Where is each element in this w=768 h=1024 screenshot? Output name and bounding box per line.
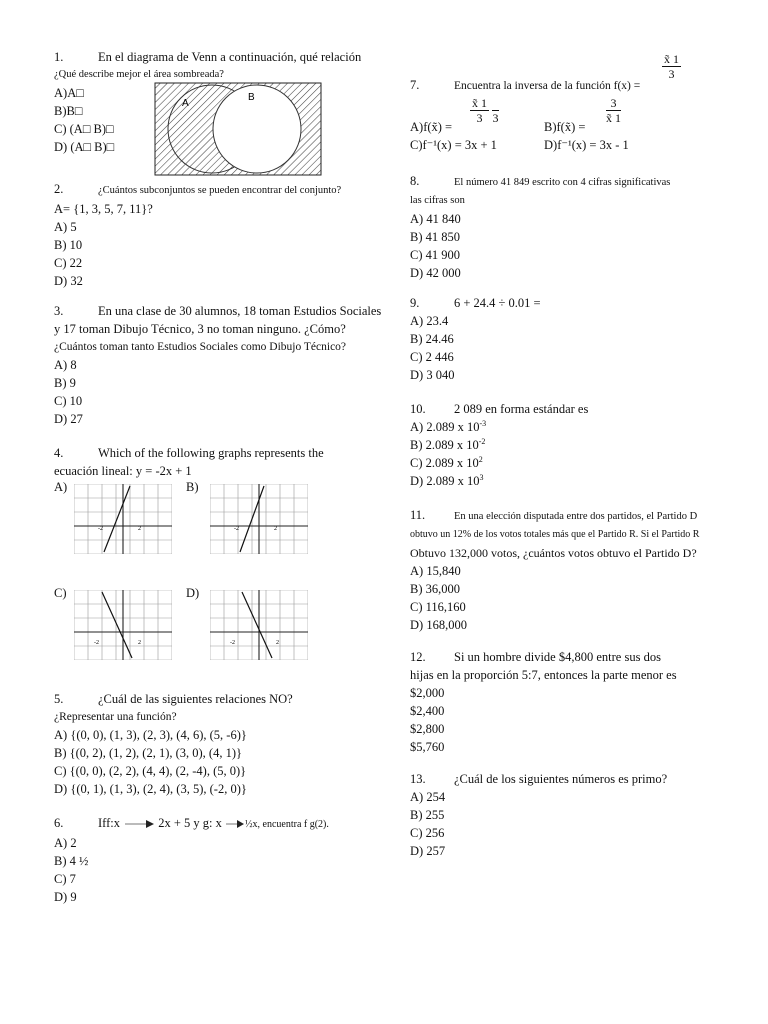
question-text: ¿Cuántos subconjuntos se pueden encontrar del conjunto? bbox=[98, 185, 342, 196]
question-number: 8. bbox=[410, 174, 420, 188]
option-c: C) 2 446 bbox=[410, 350, 454, 364]
question-number: 7. bbox=[410, 78, 420, 92]
question-1 bbox=[54, 48, 384, 156]
option-c: C) 10 bbox=[54, 394, 83, 408]
question-text: Si un hombre divide $4,800 entre sus dos bbox=[454, 650, 661, 664]
option-d: D) 32 bbox=[54, 274, 83, 288]
option-c: C) 7 bbox=[54, 872, 76, 886]
option-text: C) 2.089 x 10 bbox=[410, 456, 479, 470]
option-d: D) 27 bbox=[54, 412, 83, 426]
option-d: D) 168,000 bbox=[410, 618, 467, 632]
graph-label-d: D) bbox=[186, 586, 200, 600]
graph-line bbox=[102, 592, 132, 658]
question-text: 2 089 en forma estándar es bbox=[454, 402, 589, 416]
option-b-fraction bbox=[606, 96, 621, 125]
question-5 bbox=[54, 690, 384, 798]
fraction-denominator: x̃ 1 bbox=[606, 111, 621, 125]
question-text: 6 + 24.4 ÷ 0.01 = bbox=[454, 296, 541, 310]
graph-line bbox=[242, 592, 272, 658]
option-c: C) 22 bbox=[54, 256, 83, 270]
question-text: En una elección disputada entre dos partidos, el Partido D bbox=[454, 511, 698, 522]
exponent: -3 bbox=[479, 419, 487, 428]
option-a: A) 41 840 bbox=[410, 212, 461, 226]
option-b: B) 4 ½ bbox=[54, 854, 89, 868]
fraction-denominator: 3 bbox=[492, 111, 499, 125]
question-number: 12. bbox=[410, 650, 426, 664]
graph-a bbox=[74, 484, 172, 554]
option-c: C) 116,160 bbox=[410, 600, 466, 614]
option-text: D) 2.089 x 10 bbox=[410, 474, 480, 488]
exponent: -2 bbox=[478, 437, 486, 446]
question-text: Encuentra la inversa de la función f(x) = bbox=[454, 80, 641, 92]
option-a: A) 254 bbox=[410, 790, 446, 804]
function-fraction bbox=[662, 52, 681, 81]
tick-label: -2 bbox=[234, 526, 239, 532]
question-11 bbox=[410, 506, 740, 634]
question-text: ¿Representar una función? bbox=[54, 711, 177, 723]
fraction-denominator: 3 bbox=[668, 67, 675, 81]
option-c bbox=[410, 454, 740, 472]
option-c: C) {(0, 0), (2, 2), (4, 4), (2, -4), (5, 0)} bbox=[54, 764, 247, 778]
question-12 bbox=[410, 648, 740, 756]
option-b: B) 41 850 bbox=[410, 230, 460, 244]
question-text: Which of the following graphs represents the bbox=[98, 446, 324, 460]
option-d bbox=[410, 472, 740, 490]
option-a-fraction bbox=[470, 96, 489, 125]
exponent: 3 bbox=[479, 473, 484, 482]
question-number: 4. bbox=[54, 446, 64, 460]
option-b: B)f(x̃) = bbox=[544, 120, 586, 134]
graph-label-c: C) bbox=[54, 586, 67, 600]
question-text: Obtuvo 132,000 votos, ¿cuántos votos obtuvo el Partido D? bbox=[410, 546, 697, 560]
question-number: 3. bbox=[54, 304, 64, 318]
option-b: B) 255 bbox=[410, 808, 445, 822]
option-a: A) 23.4 bbox=[410, 314, 449, 328]
option-a bbox=[410, 418, 740, 436]
option-d: D) 3 040 bbox=[410, 368, 455, 382]
question-number: 13. bbox=[410, 772, 426, 786]
question-number: 2. bbox=[54, 182, 64, 196]
arrow-icon bbox=[123, 819, 155, 829]
question-text: 2x + 5 y g: x bbox=[158, 816, 222, 830]
question-6 bbox=[54, 814, 384, 906]
question-text: ecuación lineal: y = -2x + 1 bbox=[54, 464, 192, 478]
tick-label: 2 bbox=[274, 526, 277, 532]
tick-label: -2 bbox=[94, 640, 99, 646]
question-2 bbox=[54, 180, 384, 290]
tick-label: -2 bbox=[230, 640, 235, 646]
option-text: A) 2.089 x 10 bbox=[410, 420, 480, 434]
tick-label: 2 bbox=[276, 640, 279, 646]
exponent: 2 bbox=[478, 455, 483, 464]
graph-line bbox=[104, 486, 130, 552]
question-number: 10. bbox=[410, 402, 426, 416]
tick-label: -2 bbox=[98, 526, 103, 532]
question-text: las cifras son bbox=[410, 195, 465, 206]
question-number: 11. bbox=[410, 508, 426, 522]
tick-label: 2 bbox=[138, 526, 141, 532]
option-c: $2,800 bbox=[410, 722, 445, 736]
question-13 bbox=[410, 770, 740, 860]
question-9 bbox=[410, 294, 740, 384]
question-number: 6. bbox=[54, 816, 64, 830]
arrow-icon bbox=[225, 819, 245, 829]
question-text: Iff:x bbox=[98, 816, 120, 830]
question-text: hijas en la proporción 5:7, entonces la parte menor es bbox=[410, 668, 677, 682]
option-d: D) (A□ B)□ bbox=[54, 140, 115, 154]
option-c: C) (A□ B)□ bbox=[54, 122, 114, 136]
question-text: ¿Qué describe mejor el área sombreada? bbox=[54, 69, 224, 80]
option-a: A) 2 bbox=[54, 836, 77, 850]
fraction-numerator: x̃ 1 bbox=[664, 52, 679, 66]
option-b: B) 9 bbox=[54, 376, 76, 390]
question-text: ¿Cuál de los siguientes números es primo? bbox=[454, 772, 668, 786]
question-text: El número 41 849 escrito con 4 cifras significativas bbox=[454, 177, 671, 188]
question-text: A= {1, 3, 5, 7, 11}? bbox=[54, 202, 153, 216]
tick-label: 2 bbox=[138, 640, 141, 646]
option-a: A)A□ bbox=[54, 86, 84, 100]
question-8 bbox=[410, 172, 740, 282]
question-text: ¿Cuál de las siguientes relaciones NO? bbox=[98, 692, 293, 706]
question-number: 1. bbox=[54, 50, 64, 64]
option-text: B) 2.089 x 10 bbox=[410, 438, 479, 452]
option-a: A)f(x̃) = bbox=[410, 120, 453, 134]
option-b: B) 36,000 bbox=[410, 582, 460, 596]
question-text: obtuvo un 12% de los votos totales más que el Partido R. Si el Partido R bbox=[410, 529, 700, 540]
question-number: 5. bbox=[54, 692, 64, 706]
option-b: B) 24.46 bbox=[410, 332, 454, 346]
fraction-numerator: 3 bbox=[606, 96, 621, 111]
question-4 bbox=[54, 444, 384, 646]
option-a: A) 5 bbox=[54, 220, 77, 234]
option-a: A) 15,840 bbox=[410, 564, 461, 578]
option-a: $2,000 bbox=[410, 686, 445, 700]
option-a: A) {(0, 0), (1, 3), (2, 3), (4, 6), (5, -6)} bbox=[54, 728, 247, 742]
option-d: D)f⁻¹(x) = 3x - 1 bbox=[544, 138, 629, 152]
option-b: B)B□ bbox=[54, 104, 83, 118]
question-text: ¿Cuántos toman tanto Estudios Sociales como Dibujo Técnico? bbox=[54, 341, 347, 353]
graph-label-a: A) bbox=[54, 480, 68, 494]
option-d: D) {(0, 1), (1, 3), (2, 4), (3, 5), (-2, 0)} bbox=[54, 782, 247, 796]
question-text: En el diagrama de Venn a continuación, qué relación bbox=[98, 50, 362, 64]
question-3 bbox=[54, 302, 384, 428]
graph-d bbox=[210, 590, 308, 660]
graph-c bbox=[74, 590, 172, 660]
venn-label-a: A bbox=[182, 98, 189, 109]
option-d: D) 9 bbox=[54, 890, 77, 904]
fraction-numerator: x̃ 1 bbox=[472, 96, 487, 110]
option-d: D) 42 000 bbox=[410, 266, 461, 280]
venn-label-b: B bbox=[248, 92, 255, 103]
option-b: B) 10 bbox=[54, 238, 83, 252]
question-text: ½x, encuentra f g(2). bbox=[245, 819, 329, 830]
venn-diagram bbox=[154, 82, 322, 176]
question-10 bbox=[410, 400, 740, 490]
option-c: C) 41 900 bbox=[410, 248, 460, 262]
graph-label-b: B) bbox=[186, 480, 199, 494]
question-text: En una clase de 30 alumnos, 18 toman Estudios Sociales bbox=[98, 304, 382, 318]
option-c: C) 256 bbox=[410, 826, 445, 840]
option-d: $5,760 bbox=[410, 740, 445, 754]
question-text: y 17 toman Dibujo Técnico, 3 no toman ninguno. ¿Cómo? bbox=[54, 322, 346, 336]
graph-b bbox=[210, 484, 308, 554]
option-c: C)f⁻¹(x) = 3x + 1 bbox=[410, 138, 497, 152]
option-b: $2,400 bbox=[410, 704, 445, 718]
option-a: A) 8 bbox=[54, 358, 77, 372]
option-b: B) {(0, 2), (1, 2), (2, 1), (3, 0), (4, 1)} bbox=[54, 746, 243, 760]
option-b bbox=[410, 436, 740, 454]
option-a-tail bbox=[492, 96, 499, 125]
option-d: D) 257 bbox=[410, 844, 446, 858]
question-number: 9. bbox=[410, 296, 420, 310]
fraction-denominator: 3 bbox=[476, 111, 483, 125]
